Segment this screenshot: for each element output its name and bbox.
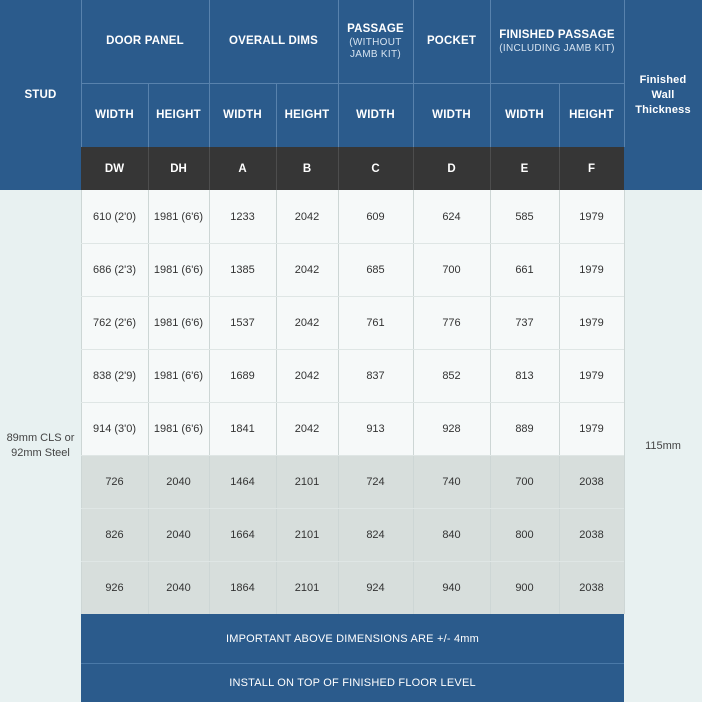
table-cell-text: 585 — [515, 210, 534, 223]
table-cell — [413, 402, 490, 455]
table-cell — [276, 349, 338, 402]
table-cell-text: 1979 — [579, 263, 604, 276]
row-divider — [81, 402, 624, 403]
table-cell-text: 914 (3'0) — [92, 422, 137, 435]
header-divider — [490, 0, 491, 147]
stud-value-cell — [0, 190, 81, 702]
table-cell-text: 924 — [366, 581, 385, 594]
passage-sub-2: JAMB KIT) — [349, 49, 402, 60]
finished-wall-label-3: Thickness — [635, 103, 691, 116]
table-cell-text: 900 — [515, 581, 534, 594]
table-cell — [413, 243, 490, 296]
table-cell-text: 2040 — [166, 475, 191, 488]
subheader-cell — [276, 83, 338, 147]
row-divider — [81, 455, 624, 456]
table-cell — [559, 508, 624, 561]
subheader-cell — [490, 83, 559, 147]
table-cell — [81, 349, 148, 402]
install-note — [81, 664, 624, 702]
row-divider — [81, 243, 624, 244]
code-cell-text: F — [587, 162, 596, 175]
body-divider — [624, 190, 625, 614]
table-cell — [559, 349, 624, 402]
code-cell-text: DW — [104, 162, 125, 175]
table-cell — [209, 243, 276, 296]
install-note-text: INSTALL ON TOP OF FINISHED FLOOR LEVEL — [229, 677, 476, 689]
table-cell — [148, 561, 209, 614]
subheader-cell-text: WIDTH — [95, 109, 134, 121]
table-cell-text: 889 — [515, 422, 534, 435]
table-cell-text: 726 — [105, 475, 124, 488]
table-cell — [559, 243, 624, 296]
table-cell-text: 1979 — [579, 422, 604, 435]
table-cell-text: 813 — [515, 369, 534, 382]
subheader-cell-text: WIDTH — [432, 109, 471, 121]
table-cell-text: 2038 — [579, 528, 604, 541]
table-cell-text: 913 — [366, 422, 385, 435]
code-divider — [413, 147, 414, 190]
table-cell — [338, 296, 413, 349]
code-cell-text: C — [371, 162, 380, 175]
table-cell-text: 610 (2'0) — [92, 210, 137, 223]
table-cell-text: 940 — [442, 581, 461, 594]
table-cell — [209, 190, 276, 243]
table-cell-text: 700 — [442, 263, 461, 276]
header-divider — [81, 0, 82, 147]
table-cell — [559, 190, 624, 243]
pocket-label: POCKET — [426, 35, 477, 47]
table-cell — [490, 349, 559, 402]
finished-wall-header — [624, 0, 702, 190]
table-cell — [276, 561, 338, 614]
table-cell-text: 838 (2'9) — [92, 369, 137, 382]
wall-thickness-value: 115mm — [645, 439, 681, 452]
table-cell — [490, 561, 559, 614]
table-cell-text: 1689 — [230, 369, 255, 382]
table-cell — [338, 243, 413, 296]
code-divider — [148, 147, 149, 190]
overall-dims-header — [209, 0, 338, 83]
table-cell-text: 1981 (6'6) — [153, 316, 204, 329]
table-cell-text: 1233 — [230, 210, 255, 223]
table-cell-text: 685 — [366, 263, 385, 276]
table-cell — [276, 296, 338, 349]
table-cell — [81, 561, 148, 614]
table-cell-text: 1864 — [230, 581, 255, 594]
table-cell — [276, 402, 338, 455]
table-cell-text: 1537 — [230, 316, 255, 329]
table-cell — [276, 508, 338, 561]
subheader-cell — [338, 83, 413, 147]
table-cell — [413, 561, 490, 614]
header-divider — [209, 0, 210, 147]
finished-passage-header — [490, 0, 624, 83]
header-divider — [276, 83, 277, 147]
subheader-cell — [413, 83, 490, 147]
table-cell-text: 2042 — [294, 369, 320, 382]
door-panel-label: DOOR PANEL — [106, 35, 184, 47]
table-cell — [413, 296, 490, 349]
tolerance-note — [81, 614, 624, 663]
table-cell — [209, 402, 276, 455]
passage-sub-1: (WITHOUT — [349, 37, 402, 48]
table-cell — [276, 243, 338, 296]
finished-passage-sub: (INCLUDING JAMB KIT) — [499, 43, 615, 54]
table-cell-text: 609 — [366, 210, 385, 223]
header-divider — [624, 0, 625, 147]
table-cell — [559, 296, 624, 349]
stud-header — [0, 0, 81, 190]
table-cell — [559, 455, 624, 508]
table-cell-text: 724 — [366, 475, 385, 488]
header-divider — [81, 83, 624, 84]
table-cell-text: 737 — [515, 316, 534, 329]
row-divider — [81, 349, 624, 350]
code-cell-text: A — [238, 162, 247, 175]
table-cell-text: 624 — [442, 210, 461, 223]
finished-wall-label-2: Wall — [651, 88, 675, 101]
table-cell — [148, 402, 209, 455]
table-cell-text: 926 — [105, 581, 124, 594]
table-cell-text: 1979 — [579, 369, 604, 382]
code-cell — [81, 147, 148, 190]
tolerance-note-text: IMPORTANT ABOVE DIMENSIONS ARE +/- 4mm — [225, 632, 479, 645]
table-cell-text: 826 — [105, 528, 124, 541]
subheader-cell — [209, 83, 276, 147]
table-cell — [81, 455, 148, 508]
table-cell-text: 2042 — [294, 422, 320, 435]
overall-dims-label: OVERALL DIMS — [228, 35, 319, 47]
table-cell-text: 1979 — [579, 316, 604, 329]
code-divider — [209, 147, 210, 190]
passage-header — [338, 0, 413, 83]
code-cell — [413, 147, 490, 190]
table-cell-text: 740 — [442, 475, 461, 488]
subheader-cell-text: HEIGHT — [569, 109, 614, 121]
table-cell — [490, 296, 559, 349]
table-cell-text: 761 — [366, 316, 385, 329]
subheader-cell-text: WIDTH — [356, 109, 395, 121]
table-cell-text: 837 — [366, 369, 385, 382]
table-cell-text: 1981 (6'6) — [153, 263, 204, 276]
code-cell — [338, 147, 413, 190]
code-cell-text: DH — [170, 162, 187, 175]
table-cell — [559, 402, 624, 455]
table-cell-text: 1385 — [230, 263, 255, 276]
table-cell — [413, 455, 490, 508]
table-cell-text: 1841 — [230, 422, 255, 435]
finished-wall-label-1: Finished — [639, 73, 687, 86]
table-cell — [276, 455, 338, 508]
subheader-cell-text: WIDTH — [505, 109, 544, 121]
door-panel-header — [81, 0, 209, 83]
table-cell — [490, 190, 559, 243]
table-cell-text: 2042 — [294, 210, 320, 223]
table-cell-text: 852 — [442, 369, 461, 382]
table-cell — [209, 508, 276, 561]
table-cell-text: 1979 — [579, 210, 604, 223]
table-cell-text: 2040 — [166, 581, 191, 594]
table-cell-text: 824 — [366, 528, 385, 541]
table-cell — [413, 508, 490, 561]
table-cell-text: 840 — [442, 528, 461, 541]
table-cell — [490, 508, 559, 561]
header-divider — [559, 83, 560, 147]
table-cell-text: 2038 — [579, 581, 604, 594]
table-cell — [148, 349, 209, 402]
subheader-cell — [559, 83, 624, 147]
table-cell — [338, 190, 413, 243]
subheader-cell-text: WIDTH — [223, 109, 262, 121]
code-cell — [148, 147, 209, 190]
subheader-cell — [148, 83, 209, 147]
table-cell-text: 2038 — [579, 475, 604, 488]
code-cell-text: E — [520, 162, 529, 175]
table-cell-text: 776 — [442, 316, 461, 329]
table-cell-text: 661 — [515, 263, 534, 276]
finished-passage-label: FINISHED PASSAGE — [499, 29, 615, 41]
table-cell-text: 2101 — [294, 581, 320, 594]
table-cell — [81, 402, 148, 455]
table-cell — [490, 455, 559, 508]
table-cell — [81, 296, 148, 349]
code-divider — [276, 147, 277, 190]
table-cell-text: 1981 (6'6) — [153, 210, 204, 223]
table-cell-text: 1981 (6'6) — [153, 369, 204, 382]
table-cell — [338, 349, 413, 402]
code-cell-text: B — [302, 162, 312, 175]
table-cell — [148, 455, 209, 508]
table-cell-text: 2042 — [294, 263, 320, 276]
table-cell — [81, 190, 148, 243]
code-cell — [209, 147, 276, 190]
table-cell — [490, 402, 559, 455]
header-divider — [413, 0, 414, 147]
table-cell — [148, 296, 209, 349]
table-cell — [209, 561, 276, 614]
table-cell — [338, 455, 413, 508]
stud-value-line-2: 92mm Steel — [11, 447, 70, 459]
code-divider — [559, 147, 560, 190]
table-cell-text: 1981 (6'6) — [153, 422, 204, 435]
row-divider — [81, 296, 624, 297]
code-cell — [276, 147, 338, 190]
header-divider — [148, 83, 149, 147]
table-cell — [338, 508, 413, 561]
table-cell-text: 1464 — [230, 475, 255, 488]
stud-value-line-1: 89mm CLS or — [6, 432, 75, 444]
table-cell-text: 800 — [515, 528, 534, 541]
row-divider — [81, 508, 624, 509]
code-cell — [559, 147, 624, 190]
wall-thickness-value-cell — [624, 190, 702, 702]
code-divider — [338, 147, 339, 190]
header-divider — [338, 0, 339, 147]
table-cell — [338, 561, 413, 614]
subheader-cell — [81, 83, 148, 147]
table-cell-text: 2101 — [294, 528, 320, 541]
table-cell — [148, 508, 209, 561]
code-cell-text: D — [447, 162, 456, 175]
table-cell — [81, 243, 148, 296]
table-cell — [413, 349, 490, 402]
stud-header-label: STUD — [24, 88, 57, 101]
row-divider — [81, 561, 624, 562]
table-cell-text: 928 — [442, 422, 461, 435]
table-cell — [148, 190, 209, 243]
subheader-cell-text: HEIGHT — [156, 109, 201, 121]
passage-label: PASSAGE — [347, 23, 404, 35]
table-cell-text: 700 — [515, 475, 534, 488]
subheader-cell-text: HEIGHT — [284, 109, 330, 121]
table-cell-text: 686 (2'3) — [92, 263, 137, 276]
table-cell-text: 1664 — [230, 528, 255, 541]
table-cell-text: 2040 — [166, 528, 191, 541]
code-cell — [490, 147, 559, 190]
table-cell — [413, 190, 490, 243]
table-cell — [276, 190, 338, 243]
table-cell — [209, 349, 276, 402]
table-cell — [209, 296, 276, 349]
pocket-header — [413, 0, 490, 83]
table-cell — [148, 243, 209, 296]
table-cell — [338, 402, 413, 455]
table-cell — [559, 561, 624, 614]
code-divider — [490, 147, 491, 190]
table-cell — [209, 455, 276, 508]
table-cell — [490, 243, 559, 296]
table-cell-text: 2042 — [294, 316, 320, 329]
table-cell-text: 2101 — [294, 475, 320, 488]
table-cell — [81, 508, 148, 561]
table-cell-text: 762 (2'6) — [92, 316, 137, 329]
